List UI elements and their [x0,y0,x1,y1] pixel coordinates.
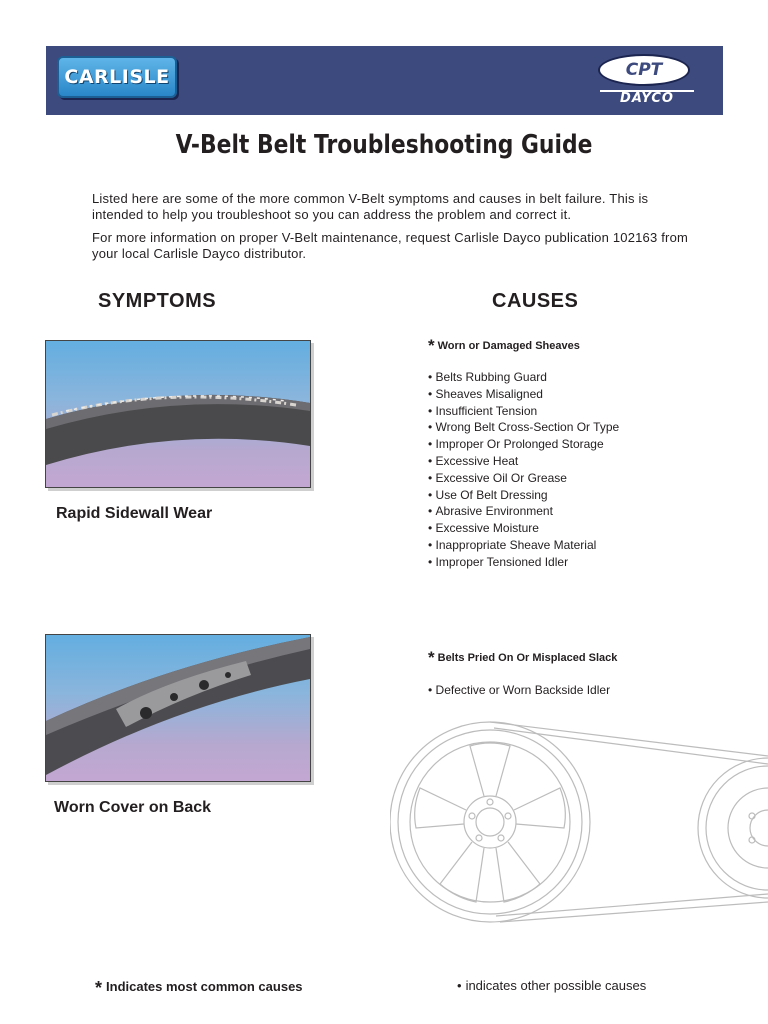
cause-item: • Insufficient Tension [428,403,619,420]
pulley-drawing [390,712,768,940]
carlisle-logo [57,56,177,98]
belt-illustration-1 [46,341,310,487]
cause-item: • Excessive Heat [428,453,619,470]
symptom-caption-1: Rapid Sidewall Wear [56,505,213,522]
cpt-logo-text: CPT [598,54,690,86]
legend-other-causes [457,978,646,993]
cause-group-1-title-text: Worn or Damaged Sheaves [437,340,580,352]
cause-item: • Improper Or Prolonged Storage [428,436,619,453]
common-cause-star: * [428,336,435,355]
cause-group-2-title [428,648,617,668]
cause-item: • Inappropriate Sheave Material [428,537,619,554]
cause-item: • Improper Tensioned Idler [428,554,619,571]
legend-star: * [95,978,103,998]
worn-cover-photo [45,634,311,782]
cause-item: • Excessive Moisture [428,520,619,537]
cause-group-2-title-text: Belts Pried On Or Misplaced Slack [437,652,618,664]
cause-item: • Defective or Worn Backside Idler [428,682,610,699]
carlisle-logo-text: CARLISLE [64,66,170,88]
sidewall-wear-photo [45,340,311,488]
header-band [46,46,723,115]
causes-heading: CAUSES [492,290,579,312]
belt-illustration-2 [46,635,310,781]
legend-most-common [95,978,303,999]
cause-item: • Abrasive Environment [428,503,619,520]
legend-most-common-text: Indicates most common causes [106,979,303,994]
legend-bullet: • [457,978,462,993]
symptom-caption-2: Worn Cover on Back [54,799,212,816]
intro-paragraph-1: Listed here are some of the more common V-Belt symptoms and causes in belt failure. This is intended to help you troubleshoot so you can address the problem and correct it. [92,191,649,222]
cause-list-2 [428,682,610,699]
intro-paragraph-2: For more information on proper V-Belt maintenance, request Carlisle Dayco publication 102163 from your local Carlisle Dayco distributor. [92,230,689,261]
cause-item: • Excessive Oil Or Grease [428,470,619,487]
cause-item: • Belts Rubbing Guard [428,369,619,386]
cause-item: • Wrong Belt Cross-Section Or Type [428,419,619,436]
legend-other-text: indicates other possible causes [465,978,647,993]
cause-group-1-title [428,336,580,356]
common-cause-star: * [428,648,435,667]
cause-item: • Use Of Belt Dressing [428,487,619,504]
page-title: V-Belt Belt Troubleshooting Guide [175,130,593,160]
symptoms-heading: SYMPTOMS [98,290,217,312]
cause-list-1 [428,369,619,571]
cause-item: • Sheaves Misaligned [428,386,619,403]
dayco-logo-text: DAYCO [600,90,694,106]
